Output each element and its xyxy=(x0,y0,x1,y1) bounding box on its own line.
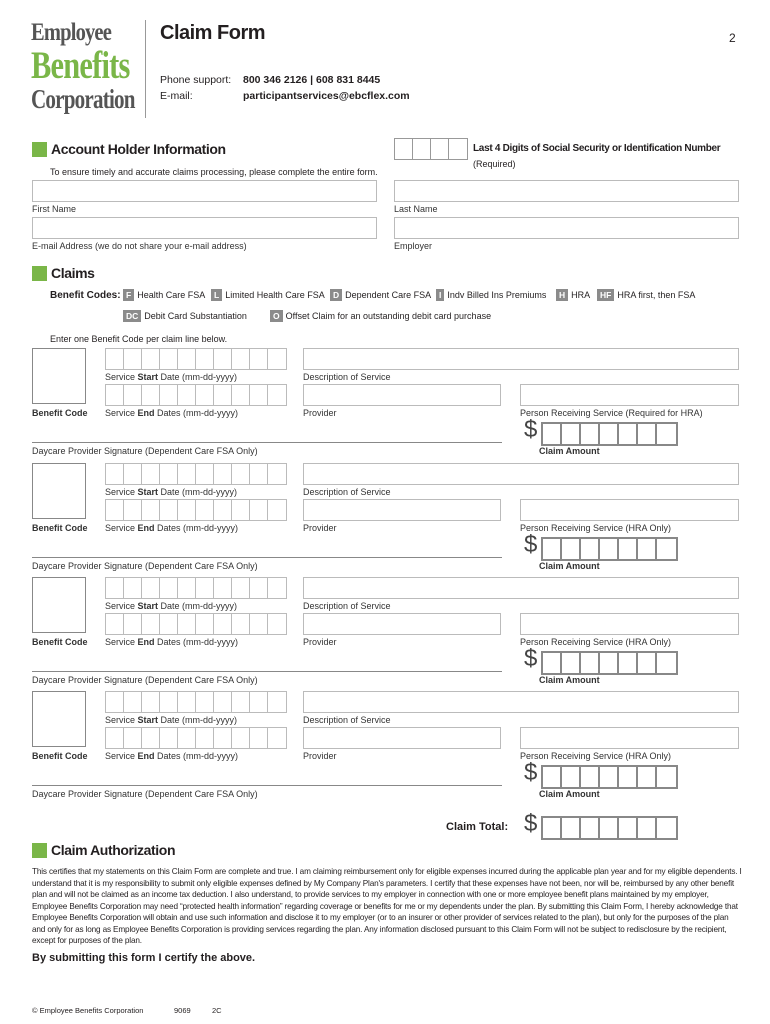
last-name-label: Last Name xyxy=(394,204,438,214)
employer-field[interactable] xyxy=(394,217,739,239)
page-number: 2 xyxy=(729,31,736,45)
ssn-label: Last 4 Digits of Social Security or Identification Number xyxy=(473,143,721,154)
section-square-icon xyxy=(32,142,47,157)
claims-instruction: Enter one Benefit Code per claim line below. xyxy=(50,334,228,344)
authorization-heading-text: Claim Authorization xyxy=(51,842,176,858)
section-square-icon xyxy=(32,266,47,281)
claim-total-dollar-icon: $ xyxy=(524,810,538,837)
signature-label: Daycare Provider Signature (Dependent Care FSA Only) xyxy=(32,675,258,685)
person-receiving-field-4[interactable] xyxy=(520,727,739,749)
code-item-l: L Limited Health Care FSA xyxy=(211,289,325,301)
code-item-hf: HF HRA first, then FSA xyxy=(597,289,695,301)
email-field[interactable] xyxy=(32,217,377,239)
logo-line-2: Benefits xyxy=(31,44,130,87)
footer-copyright: © Employee Benefits Corporation xyxy=(32,1006,144,1015)
service-end-date-input-1[interactable] xyxy=(105,384,287,406)
code-item-f: F Health Care FSA xyxy=(123,289,205,301)
person-receiving-label: Person Receiving Service (Required for HRA) xyxy=(520,408,703,418)
benefit-code-label: Benefit Code xyxy=(32,523,88,533)
signature-label: Daycare Provider Signature (Dependent Care FSA Only) xyxy=(32,446,258,456)
first-name-field[interactable] xyxy=(32,180,377,202)
authorization-text: This certifies that my statements on this Claim Form are complete and true. I am claiming reimbursement only for eligible expenses incurred during the applicable plan year and for my eligible dependents. I understand that it is my responsibility to submit only eligible expenses defined by My Company Plan's parameters. I certify that these expenses have not been, nor will be, reimbursed by any other benefit plan and will not be claimed as an income tax deduction. I also understand, to provide services to my employer in connection with one or more employee benefit plans maintained by my employer, Employee Benefits Corporation may need “protected health information” regarding coverage or benefits for me or my dependents under the plan. By submitting this Claim Form, I hereby acknowledge that Employee Benefits Corporation will obtain and use such information and disclose it to my employer (or to an insurer or other provider of services related to the plan), but only for the purposes of the plan and only for as long as Employee Benefits Corporation is providing services regarding the plan. Any information disclosed pursuant to this Claim Form will not be subject to redisclosure by the recipient, except for purposes of the plan. xyxy=(32,867,742,945)
provider-label: Provider xyxy=(303,408,337,418)
phone-value: 800 346 2126 | 608 831 8445 xyxy=(243,74,381,86)
signature-label: Daycare Provider Signature (Dependent Care FSA Only) xyxy=(32,789,258,799)
authorization-heading xyxy=(32,842,175,858)
description-field-3[interactable] xyxy=(303,577,739,599)
account-heading xyxy=(32,141,226,157)
provider-field-2[interactable] xyxy=(303,499,501,521)
benefit-code-box-3[interactable] xyxy=(32,577,86,633)
certify-statement: By submitting this form I certify the above. xyxy=(32,952,256,964)
provider-label: Provider xyxy=(303,637,337,647)
person-receiving-label: Person Receiving Service (HRA Only) xyxy=(520,523,672,533)
claim-amount-input-4[interactable] xyxy=(541,765,678,789)
benefit-code-box-2[interactable] xyxy=(32,463,86,519)
dollar-icon: $ xyxy=(524,531,538,558)
ssn-last4-input[interactable] xyxy=(394,138,468,160)
signature-line-2[interactable] xyxy=(32,557,502,558)
phone-label: Phone support: xyxy=(160,74,232,86)
code-item-o: O Offset Claim for an outstanding debit card purchase xyxy=(270,310,491,322)
benefit-code-box-1[interactable] xyxy=(32,348,86,404)
benefit-code-label: Benefit Code xyxy=(32,637,88,647)
code-item-d: D Dependent Care FSA xyxy=(330,289,431,301)
description-field-1[interactable] xyxy=(303,348,739,370)
logo-line-3: Corporation xyxy=(31,84,135,114)
logo-line-1: Employee xyxy=(31,19,111,46)
dollar-icon: $ xyxy=(524,645,538,672)
claim-amount-label: Claim Amount xyxy=(539,561,600,571)
account-instructions: To ensure timely and accurate claims processing, please complete the entire form. xyxy=(50,167,378,177)
signature-line-3[interactable] xyxy=(32,671,502,672)
code-item-dc: DC Debit Card Substantiation xyxy=(123,310,247,322)
service-start-label: Service Start Date (mm-dd-yyyy) xyxy=(105,715,238,725)
dollar-icon: $ xyxy=(524,759,538,786)
provider-field-4[interactable] xyxy=(303,727,501,749)
company-logo xyxy=(31,20,139,113)
claim-total-input[interactable] xyxy=(541,816,678,840)
service-start-date-input-2[interactable] xyxy=(105,463,287,485)
benefit-code-label: Benefit Code xyxy=(32,408,88,418)
service-end-label: Service End Dates (mm-dd-yyyy) xyxy=(105,408,239,418)
claim-amount-input-3[interactable] xyxy=(541,651,678,675)
provider-field-3[interactable] xyxy=(303,613,501,635)
claims-heading-text: Claims xyxy=(51,265,95,281)
code-item-h: H HRA xyxy=(556,289,590,301)
service-start-label: Service Start Date (mm-dd-yyyy) xyxy=(105,487,238,497)
description-field-4[interactable] xyxy=(303,691,739,713)
service-end-date-input-4[interactable] xyxy=(105,727,287,749)
person-receiving-field-1[interactable] xyxy=(520,384,739,406)
email-value[interactable]: participantservices@ebcflex.com xyxy=(243,90,410,102)
claim-amount-label: Claim Amount xyxy=(539,789,600,799)
signature-line-1[interactable] xyxy=(32,442,502,443)
signature-label: Daycare Provider Signature (Dependent Care FSA Only) xyxy=(32,561,258,571)
person-receiving-label: Person Receiving Service (HRA Only) xyxy=(520,637,672,647)
service-end-label: Service End Dates (mm-dd-yyyy) xyxy=(105,637,239,647)
section-square-icon xyxy=(32,843,47,858)
header-divider xyxy=(145,20,146,118)
provider-label: Provider xyxy=(303,751,337,761)
person-receiving-field-2[interactable] xyxy=(520,499,739,521)
service-start-label: Service Start Date (mm-dd-yyyy) xyxy=(105,372,238,382)
claim-total-label: Claim Total: xyxy=(446,821,509,833)
email-label: E-mail: xyxy=(160,90,193,102)
service-end-date-input-3[interactable] xyxy=(105,613,287,635)
claim-amount-label: Claim Amount xyxy=(539,675,600,685)
benefit-codes-label: Benefit Codes: xyxy=(50,290,121,301)
code-item-i: I Indv Billed Ins Premiums xyxy=(436,289,546,301)
description-field-2[interactable] xyxy=(303,463,739,485)
claim-amount-input-2[interactable] xyxy=(541,537,678,561)
person-receiving-label: Person Receiving Service (HRA Only) xyxy=(520,751,672,761)
claim-amount-input-1[interactable] xyxy=(541,422,678,446)
provider-field-1[interactable] xyxy=(303,384,501,406)
service-start-date-input-3[interactable] xyxy=(105,577,287,599)
service-end-date-input-2[interactable] xyxy=(105,499,287,521)
footer-form-number: 9069 xyxy=(174,1006,191,1015)
footer-version: 2C xyxy=(212,1006,222,1015)
description-label: Description of Service xyxy=(303,372,391,382)
description-label: Description of Service xyxy=(303,487,391,497)
last-name-field[interactable] xyxy=(394,180,739,202)
email-field-label: E-mail Address (we do not share your e-mail address) xyxy=(32,241,247,251)
form-title: Claim Form xyxy=(160,22,266,44)
service-start-date-input-1[interactable] xyxy=(105,348,287,370)
description-label: Description of Service xyxy=(303,715,391,725)
signature-line-4[interactable] xyxy=(32,785,502,786)
person-receiving-field-3[interactable] xyxy=(520,613,739,635)
benefit-code-box-4[interactable] xyxy=(32,691,86,747)
description-label: Description of Service xyxy=(303,601,391,611)
ssn-required: (Required) xyxy=(473,159,516,169)
service-end-label: Service End Dates (mm-dd-yyyy) xyxy=(105,523,239,533)
claim-amount-label: Claim Amount xyxy=(539,446,600,456)
claims-heading xyxy=(32,265,95,281)
account-heading-text: Account Holder Information xyxy=(51,141,226,157)
first-name-label: First Name xyxy=(32,204,77,214)
service-start-label: Service Start Date (mm-dd-yyyy) xyxy=(105,601,238,611)
dollar-icon: $ xyxy=(524,416,538,443)
benefit-code-label: Benefit Code xyxy=(32,751,88,761)
employer-label: Employer xyxy=(394,241,433,251)
provider-label: Provider xyxy=(303,523,337,533)
service-end-label: Service End Dates (mm-dd-yyyy) xyxy=(105,751,239,761)
service-start-date-input-4[interactable] xyxy=(105,691,287,713)
